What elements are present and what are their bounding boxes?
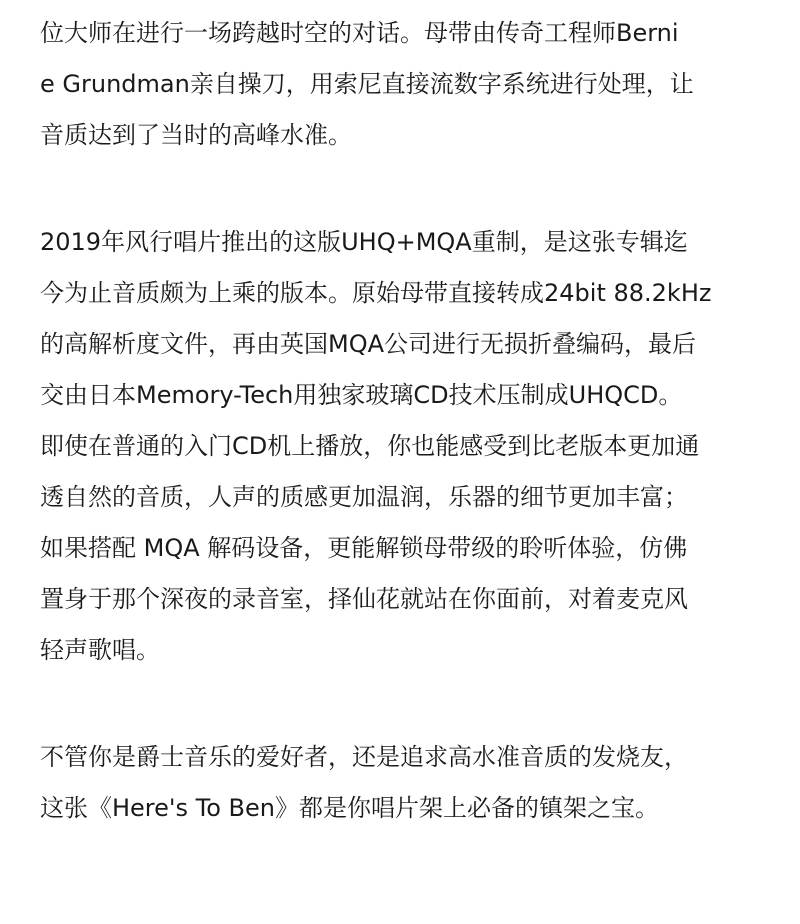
paragraph-spacer [40,676,762,732]
paragraph-conclusion [40,732,762,834]
paragraph-reissue [40,217,762,676]
text-line: 交由日本Memory-Tech用独家玻璃CD技术压制成UHQCD。 [40,381,683,409]
text-line: 的高解析度文件，再由英国MQA公司进行无损折叠编码，最后 [40,330,697,358]
text-line: 这张《Here's To Ben》都是你唱片架上必备的镇架之宝。 [40,794,659,822]
paragraph-mastering [40,8,762,161]
text-line: 不管你是爵士音乐的爱好者，还是追求高水准音质的发烧友， [40,743,688,771]
text-line: e Grundman亲自操刀，用索尼直接流数字系统进行处理，让 [40,70,694,98]
text-line: 2019年风行唱片推出的这版UHQ+MQA重制，是这张专辑迄 [40,228,688,256]
article-body [40,8,762,834]
text-line: 位大师在进行一场跨越时空的对话。母带由传奇工程师Berni [40,19,679,47]
text-line: 即使在普通的入门CD机上播放，你也能感受到比老版本更加通 [40,432,700,460]
text-line: 今为止音质颇为上乘的版本。原始母带直接转成24bit 88.2kHz [40,279,712,307]
text-line: 音质达到了当时的高峰水准。 [40,121,352,149]
text-line: 轻声歌唱。 [40,636,160,664]
text-line: 如果搭配 MQA 解码设备，更能解锁母带级的聆听体验，仿佛 [40,534,688,562]
text-line: 透自然的音质，人声的质感更加温润，乐器的细节更加丰富； [40,483,688,511]
paragraph-spacer [40,161,762,217]
text-line: 置身于那个深夜的录音室，择仙花就站在你面前，对着麦克风 [40,585,688,613]
